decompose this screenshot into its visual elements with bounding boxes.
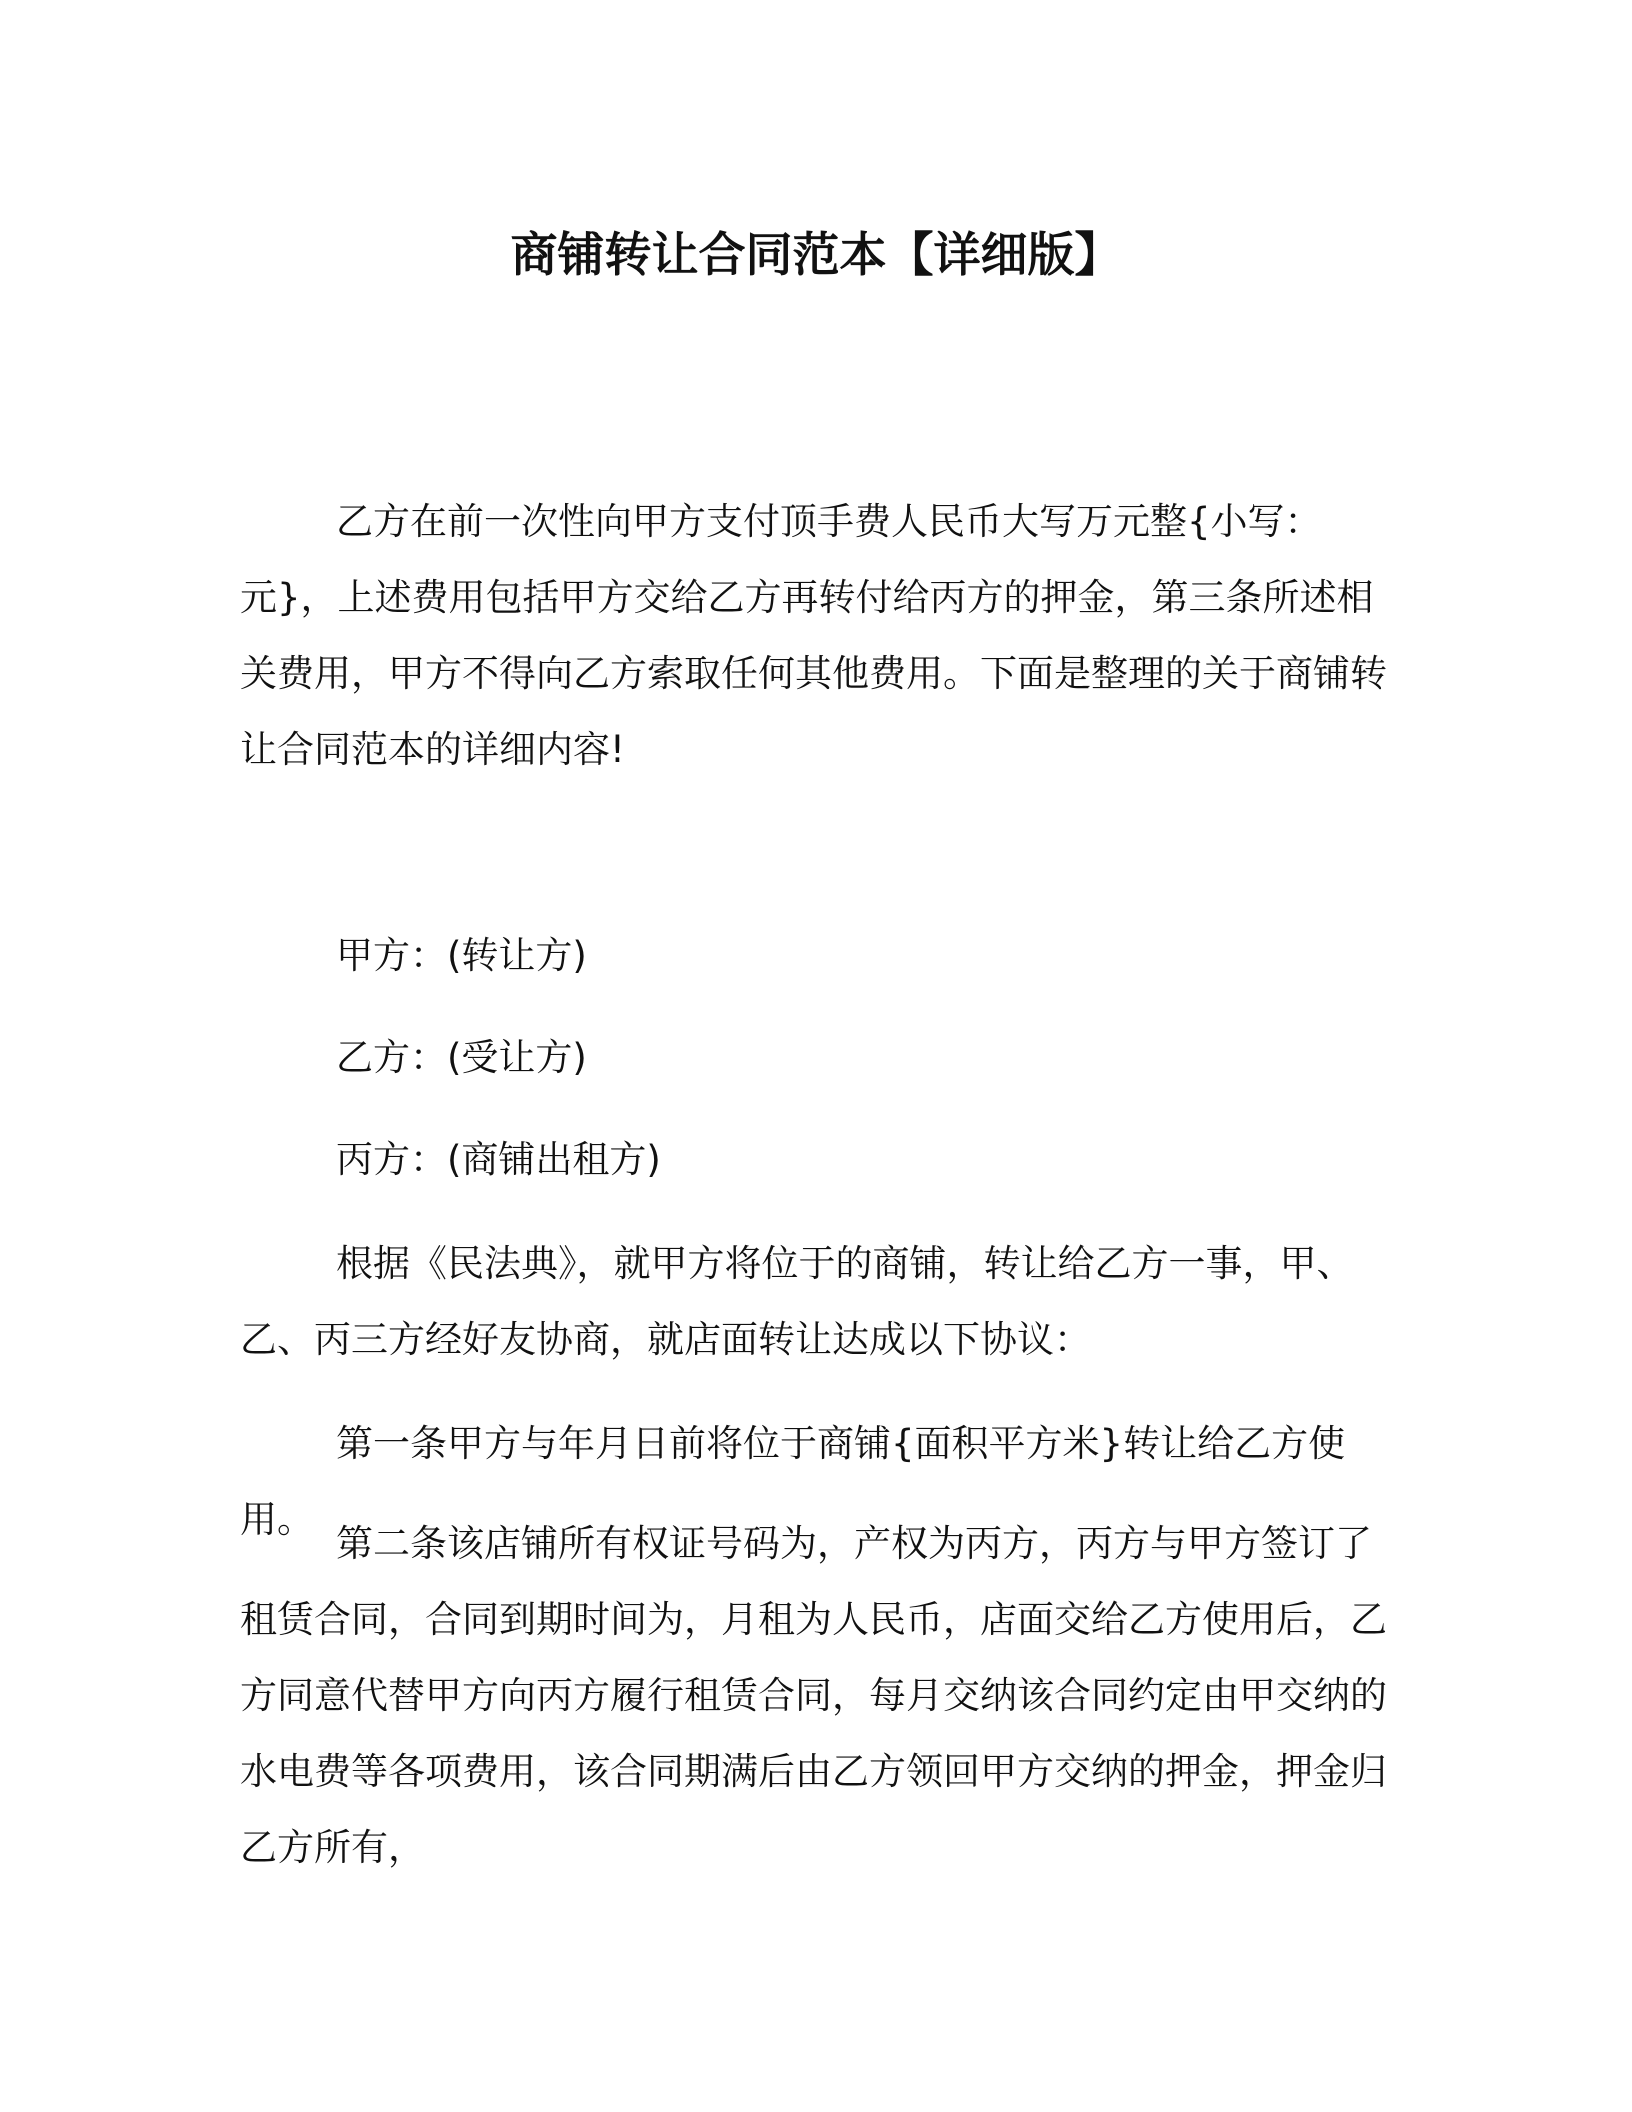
intro-text: 乙方在前一次性向甲方支付顶手费人民币大写万元整{小写：元}，上述费用包括甲方交给乙方再转付给丙方的押金，第三条所述相关费用，甲方不得向乙方索取任何其他费用。下面是整理的关于商铺转让合同范本的详细内容! xyxy=(240,500,1387,771)
article-2-paragraph xyxy=(240,1506,1390,1886)
party-bing: 丙方：(商铺出租方) xyxy=(336,1138,661,1181)
document-title: 商铺转让合同范本【详细版】 xyxy=(510,228,1122,283)
party-yi: 乙方：(受让方) xyxy=(336,1036,587,1079)
article-1-text: 第一条甲方与年月日前将位于商铺{面积平方米}转让给乙方使用。 xyxy=(240,1422,1346,1541)
article-2-text: 第二条该店铺所有权证号码为，产权为丙方，丙方与甲方签订了租赁合同，合同到期时间为，月租为人民币，店面交给乙方使用后，乙方同意代替甲方向丙方履行租赁合同，每月交纳该合同约定由甲交纳的水电费等各项费用，该合同期满后由乙方领回甲方交纳的押金，押金归乙方所有， xyxy=(240,1522,1387,1869)
party-jia: 甲方：(转让方) xyxy=(336,934,587,977)
basis-paragraph xyxy=(240,1226,1390,1378)
intro-paragraph xyxy=(240,484,1390,788)
basis-text: 根据《民法典》，就甲方将位于的商铺，转让给乙方一事，甲、乙、丙三方经好友协商，就店面转让达成以下协议： xyxy=(240,1242,1354,1361)
